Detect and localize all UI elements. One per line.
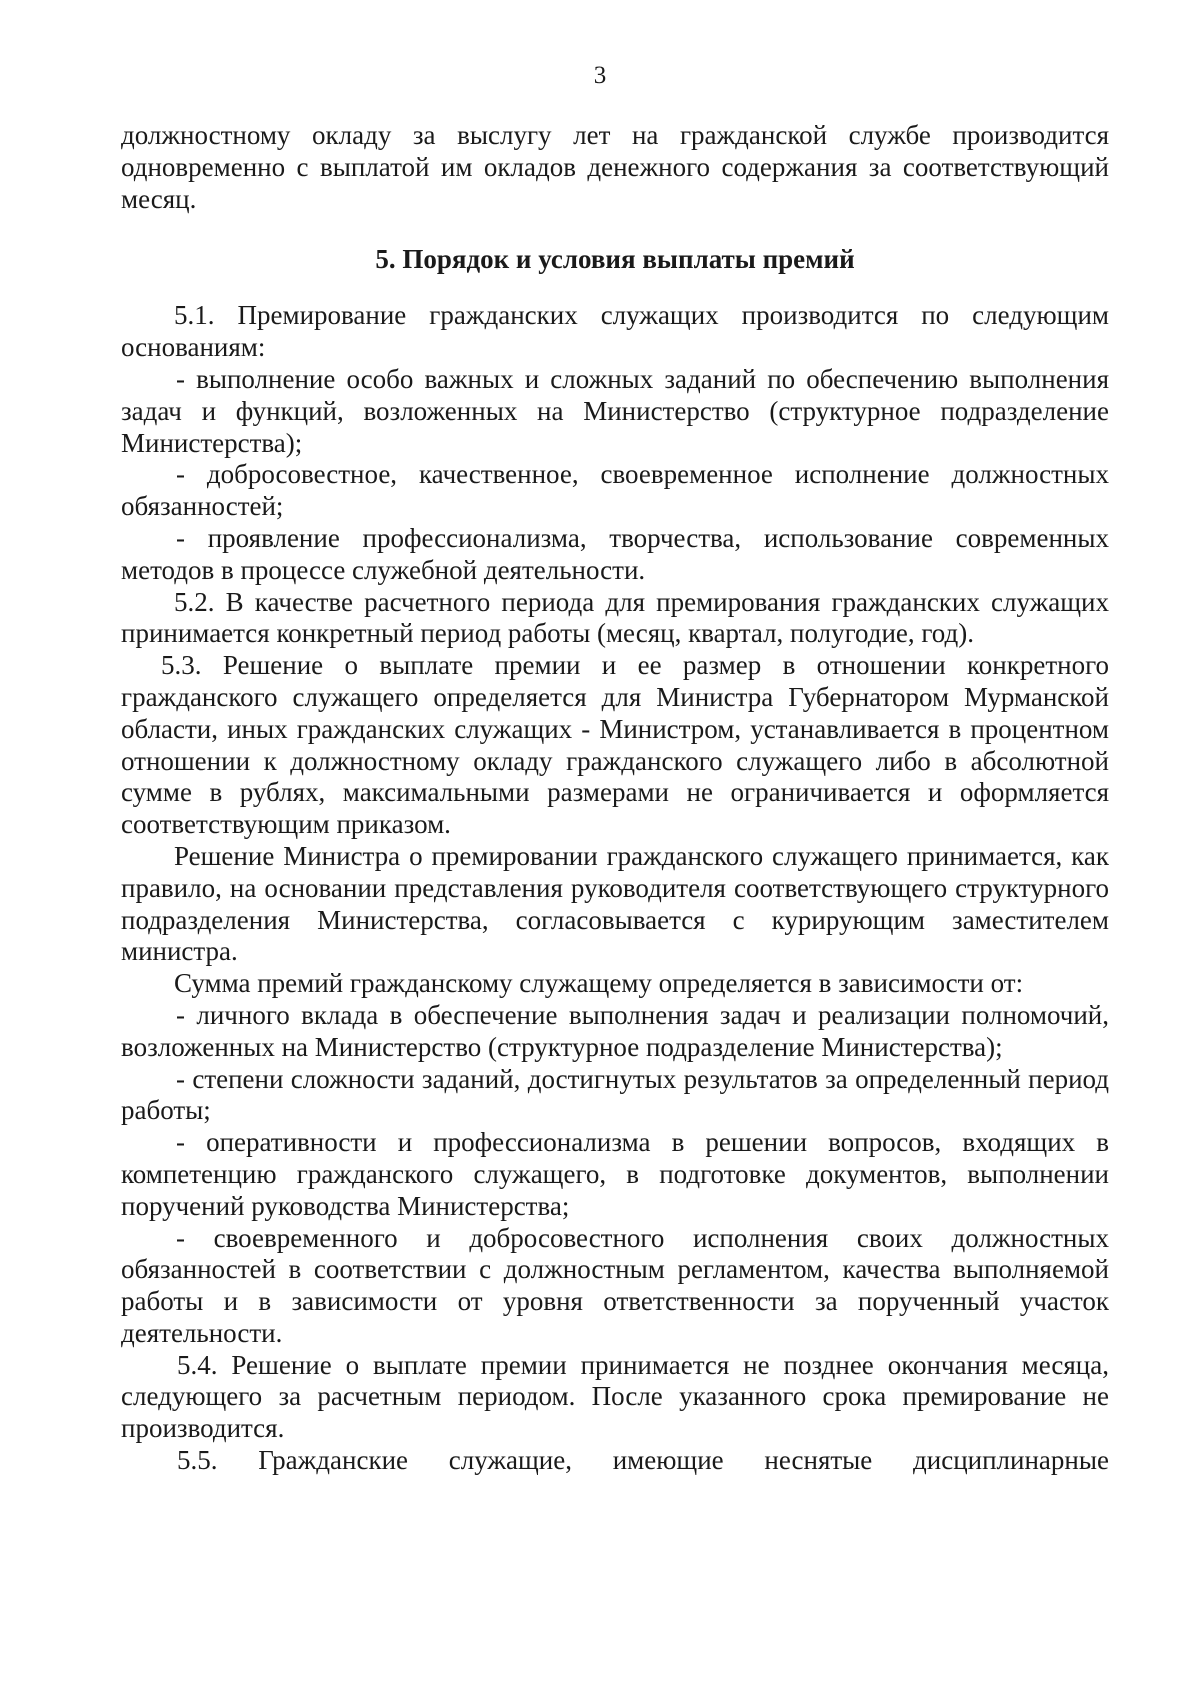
page-number: 3 (593, 62, 607, 89)
paragraph-5-5: 5.5. Гражданские служащие, имеющие неснятые дисциплинарные (177, 1445, 1109, 1476)
list-item-factor-2: - степени сложности заданий, достигнутых результатов за определенный период работы; (121, 1063, 1109, 1126)
paragraph-bonus-amount: Сумма премий гражданскому служащему определяется в зависимости от: (174, 968, 1024, 999)
list-item-basis-2: - добросовестное, качественное, своевременное исполнение должностных обязанностей; (121, 459, 1109, 522)
document-body (121, 120, 1109, 1477)
paragraph-5-2: 5.2. В качестве расчетного периода для премирования гражданских служащих принимается конкретный период работы (месяц, квартал, полугодие, год). (121, 586, 1109, 649)
list-item-factor-3: - оперативности и профессионализма в решении вопросов, входящих в компетенцию гражданского служащего, в подготовке документов, выполнении поручений руководства Министерства; (121, 1127, 1109, 1221)
intro-paragraph: должностному окладу за выслугу лет на гражданской службе производится одновременно с выплатой им окладов денежного содержания за соответствующий месяц. (121, 120, 1109, 214)
paragraph-5-1: 5.1. Премирование гражданских служащих производится по следующим основаниям: (121, 300, 1109, 363)
list-item-factor-4: - своевременного и добросовестного исполнения своих должностных обязанностей в соответствии с должностным регламентом, качества выполняемой работы и в зависимости от уровня ответственности за порученный участок деятельности. (121, 1222, 1109, 1348)
paragraph-5-4: 5.4. Решение о выплате премии принимается не позднее окончания месяца, следующего за расчетным периодом. После указанного срока премирование не производится. (121, 1349, 1109, 1444)
list-item-factor-1: - личного вклада в обеспечение выполнения задач и реализации полномочий, возложенных на Министерство (структурное подразделение Министерства); (121, 999, 1109, 1062)
section-heading: 5. Порядок и условия выплаты премий (375, 244, 855, 275)
list-item-basis-3: - проявление профессионализма, творчества, использование современных методов в процессе служебной деятельности. (121, 522, 1109, 585)
paragraph-minister-decision: Решение Министра о премировании гражданского служащего принимается, как правило, на основании представления руководителя соответствующего структурного подразделения Министерства, согласовывается с курирующим заместителем министра. (121, 840, 1109, 967)
paragraph-5-3: 5.3. Решение о выплате премии и ее размер в отношении конкретного гражданского служащего определяется для Министра Губернатором Мурманской области, иных гражданских служащих - Министром, устанавливается в процентном отношении к должностному окладу гражданского служащего либо в абсолютной сумме в рублях, максимальными размерами не ограничивается и оформляется соответствующим приказом. (121, 650, 1109, 840)
list-item-basis-1: - выполнение особо важных и сложных заданий по обеспечению выполнения задач и функций, возложенных на Министерство (структурное подразделение Министерства); (121, 363, 1109, 458)
